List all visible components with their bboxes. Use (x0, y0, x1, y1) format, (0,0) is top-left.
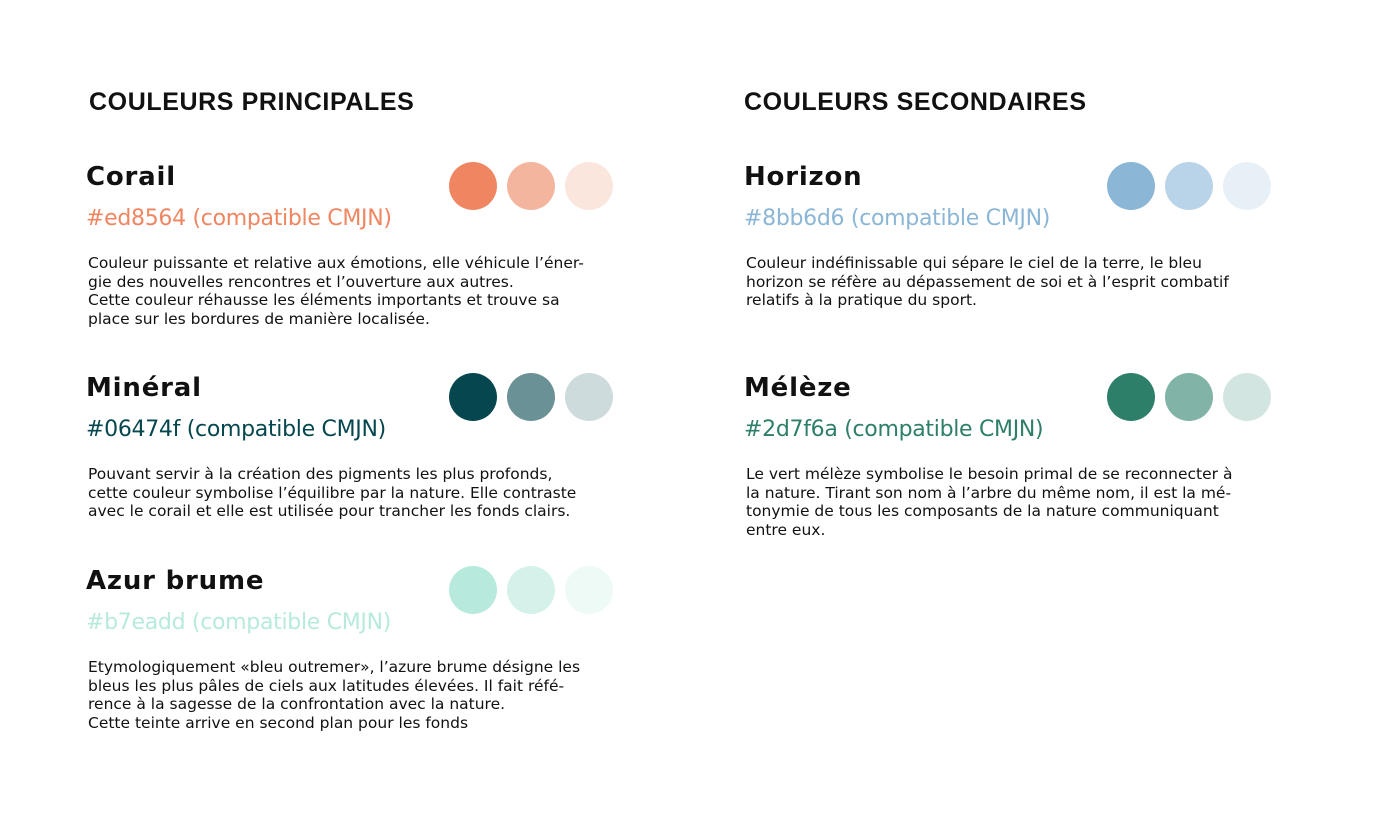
primary-colors-title: COULEURS PRINCIPALES (89, 88, 415, 116)
swatch-light (1223, 373, 1271, 421)
swatch-row (449, 162, 613, 210)
color-name: Corail (86, 162, 176, 192)
swatch-base (1107, 162, 1155, 210)
color-code: #06474f (compatible CMJN) (86, 417, 386, 442)
description-line: avec le corail et elle est utilisée pour trancher les fonds clairs. (88, 502, 571, 520)
color-name: Azur brume (86, 566, 265, 596)
swatch-medium (507, 566, 555, 614)
description-line: Couleur puissante et relative aux émotions, elle véhicule l’éner- (88, 254, 584, 272)
color-name: Minéral (86, 373, 202, 403)
swatch-base (449, 373, 497, 421)
color-description (88, 254, 636, 328)
description-line: la nature. Tirant son nom à l’arbre du même nom, il est la mé- (746, 483, 1232, 502)
description-line: horizon se réfère au dépassement de soi et à l’esprit combatif (746, 272, 1229, 291)
swatch-base (1107, 373, 1155, 421)
swatch-light (1223, 162, 1271, 210)
swatch-light (565, 566, 613, 614)
swatch-medium (507, 373, 555, 421)
description-line: Couleur indéfinissable qui sépare le ciel de la terre, le bleu (746, 254, 1202, 272)
color-code: #8bb6d6 (compatible CMJN) (744, 206, 1051, 231)
description-line: Le vert mélèze symbolise le besoin primal de se reconnecter à (746, 465, 1233, 483)
swatch-light (565, 162, 613, 210)
color-code: #ed8564 (compatible CMJN) (86, 206, 392, 231)
swatch-medium (507, 162, 555, 210)
description-line: Cette couleur réhausse les éléments importants et trouve sa (88, 291, 560, 309)
color-name: Mélèze (744, 373, 852, 403)
color-description (88, 658, 636, 732)
description-line: tonymie de tous les composants de la nature communiquant (746, 502, 1219, 520)
swatch-medium (1165, 373, 1213, 421)
description-line: gie des nouvelles rencontres et l’ouverture aux autres. (88, 272, 514, 291)
swatch-base (449, 162, 497, 210)
swatch-light (565, 373, 613, 421)
swatch-row (449, 566, 613, 614)
description-line: bleus les plus pâles de ciels aux latitudes élevées. Il fait réfé- (88, 676, 565, 695)
description-line: relatifs à la pratique du sport. (746, 291, 977, 309)
description-line: cette couleur symbolise l’équilibre par la nature. Elle contraste (88, 483, 577, 502)
color-code: #2d7f6a (compatible CMJN) (744, 417, 1044, 442)
description-line: rence à la sagesse de la confrontation avec la nature. (88, 695, 506, 713)
swatch-medium (1165, 162, 1213, 210)
description-line: Pouvant servir à la création des pigments les plus profonds, (88, 465, 553, 483)
color-description (746, 254, 1294, 310)
secondary-colors-title: COULEURS SECONDAIRES (744, 88, 1087, 116)
swatch-base (449, 566, 497, 614)
swatch-row (1107, 373, 1271, 421)
swatch-row (449, 373, 613, 421)
color-code: #b7eadd (compatible CMJN) (86, 610, 392, 635)
color-description (88, 465, 636, 521)
description-line: Etymologiquement «bleu outremer», l’azure brume désigne les (88, 658, 581, 676)
color-name: Horizon (744, 162, 863, 192)
swatch-row (1107, 162, 1271, 210)
description-line: Cette teinte arrive en second plan pour les fonds (88, 713, 469, 732)
description-line: entre eux. (746, 520, 826, 539)
description-line: place sur les bordures de manière localisée. (88, 309, 430, 328)
color-description (746, 465, 1294, 539)
